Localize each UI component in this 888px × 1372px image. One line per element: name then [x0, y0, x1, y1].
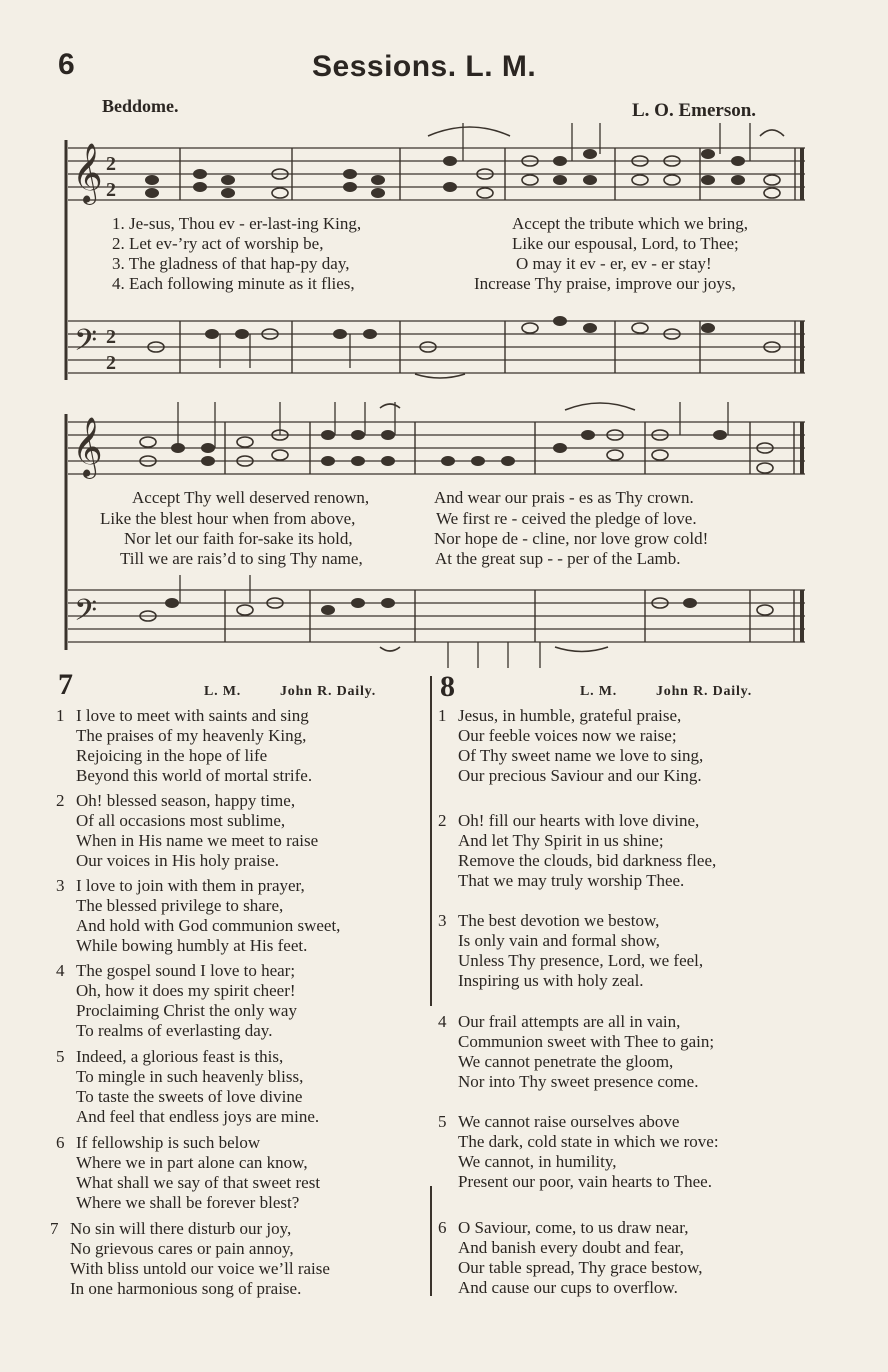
verse-text-left: Nor let our faith for-sake its hold, — [124, 529, 353, 548]
stanza-line: Remove the clouds, bid darkness flee, — [458, 851, 717, 870]
stanza-line: What shall we say of that sweet rest — [76, 1173, 321, 1192]
stanza-line: Beyond this world of mortal strife. — [76, 766, 313, 785]
stanza-line: Our voices in His holy praise. — [76, 851, 280, 870]
stanza-line: While bowing humbly at His feet. — [76, 936, 308, 955]
stanza-number: 1 — [438, 706, 447, 725]
stanza-number: 3 — [56, 876, 65, 895]
stanza-line: To taste the sweets of love divine — [76, 1087, 303, 1106]
column-divider — [430, 676, 432, 1006]
stanza-line: Of Thy sweet name we love to sing, — [458, 746, 704, 765]
hymn-meter: L. M. — [204, 684, 242, 699]
stanza-number: 4 — [56, 961, 65, 980]
verse-text-left: 2. Let ev-’ry act of worship be, — [112, 234, 324, 253]
stanza-line: We cannot raise ourselves above — [458, 1112, 680, 1131]
stanza-line: Our frail attempts are all in vain, — [458, 1012, 681, 1031]
stanza-line: To realms of everlasting day. — [76, 1021, 273, 1040]
stanza-line: Oh! fill our hearts with love divine, — [458, 811, 700, 830]
stanza-line: Is only vain and formal show, — [458, 931, 660, 950]
stanza-line: Present our poor, vain hearts to Thee. — [458, 1172, 712, 1191]
verse-text-left: 1. Je-sus, Thou ev - er-last-ing King, — [112, 214, 362, 233]
verse-text-left: Till we are rais’d to sing Thy name, — [120, 549, 363, 568]
stanza-line: If fellowship is such below — [76, 1133, 261, 1152]
stanza-line: And cause our cups to overflow. — [458, 1278, 678, 1297]
stanza-line: When in His name we meet to raise — [76, 831, 319, 850]
stanza-line: I love to meet with saints and sing — [76, 706, 309, 725]
hymn-meter: L. M. — [580, 684, 618, 699]
stanza-line: Rejoicing in the hope of life — [76, 746, 268, 765]
stanza-line: Where we in part alone can know, — [76, 1153, 308, 1172]
verse-text-right: Like our espousal, Lord, to Thee; — [512, 234, 739, 253]
svg-text:𝄢: 𝄢 — [74, 324, 98, 365]
verse-text-right: We first re - ceived the pledge of love. — [436, 509, 697, 528]
stanza-number: 4 — [438, 1012, 447, 1031]
stanza-line: Oh! blessed season, happy time, — [76, 791, 296, 810]
stanza-number: 1 — [56, 706, 65, 725]
verse-text-right: At the great sup - - per of the Lamb. — [435, 549, 681, 568]
stanza-line: The gospel sound I love to hear; — [76, 961, 296, 980]
stanza-line: And banish every doubt and fear, — [458, 1238, 684, 1257]
svg-text:2: 2 — [106, 352, 116, 374]
stanza-line: Unless Thy presence, Lord, we feel, — [458, 951, 704, 970]
verse-text-right: Nor hope de - cline, nor love grow cold! — [434, 529, 709, 548]
verse-text-right: O may it ev - er, ev - er stay! — [516, 254, 712, 273]
stanza-number: 6 — [438, 1218, 447, 1237]
svg-text:𝄞: 𝄞 — [72, 417, 103, 477]
stanza-line: The praises of my heavenly King, — [76, 726, 307, 745]
stanza-number: 5 — [438, 1112, 447, 1131]
stanza-line: The best devotion we bestow, — [458, 911, 660, 930]
stanza-line: Communion sweet with Thee to gain; — [458, 1032, 715, 1051]
stanza-line: I love to join with them in prayer, — [76, 876, 305, 895]
stanza-line: Our table spread, Thy grace bestow, — [458, 1258, 703, 1277]
stanza-line: Our precious Saviour and our King. — [458, 766, 702, 785]
stanza-line: O Saviour, come, to us draw near, — [458, 1218, 689, 1237]
stanza-line: To mingle in such heavenly bliss, — [76, 1067, 304, 1086]
stanza-line: Oh, how it does my spirit cheer! — [76, 981, 296, 1000]
stanza-line: With bliss untold our voice we’ll raise — [70, 1259, 330, 1278]
verse-text-left: Like the blest hour when from above, — [100, 509, 356, 528]
hymn-author: John R. Daily. — [656, 684, 752, 699]
stanza-number: 6 — [56, 1133, 65, 1152]
stanza-line: The blessed privilege to share, — [76, 896, 284, 915]
stanza-line: We cannot penetrate the gloom, — [458, 1052, 674, 1071]
svg-text:2: 2 — [106, 326, 116, 348]
verse-text-left: Accept Thy well deserved renown, — [132, 488, 370, 507]
stanza-line: And feel that endless joys are mine. — [76, 1107, 320, 1126]
stanza-number: 2 — [438, 811, 447, 830]
stanza-number: 5 — [56, 1047, 65, 1066]
stanza-line: In one harmonious song of praise. — [70, 1279, 302, 1298]
stanza-number: 3 — [438, 911, 447, 930]
hymn-number: 8 — [440, 670, 455, 703]
verse-text-right: Increase Thy praise, improve our joys, — [474, 274, 736, 293]
hymn-number: 7 — [58, 668, 73, 701]
page-title: Sessions. L. M. — [312, 50, 537, 83]
svg-text:𝄞: 𝄞 — [72, 143, 103, 203]
stanza-line: Of all occasions most sublime, — [76, 811, 286, 830]
verse-text-left: 3. The gladness of that hap-py day, — [112, 254, 350, 273]
stanza-line: Jesus, in humble, grateful praise, — [458, 706, 682, 725]
stanza-line: No sin will there disturb our joy, — [70, 1219, 292, 1238]
verse-text-right: Accept the tribute which we bring, — [512, 214, 749, 233]
stanza-line: Nor into Thy sweet presence come. — [458, 1072, 699, 1091]
stanza-line: No grievous cares or pain annoy, — [70, 1239, 294, 1258]
stanza-line: And let Thy Spirit in us shine; — [458, 831, 664, 850]
stanza-line: The dark, cold state in which we rove: — [458, 1132, 719, 1151]
stanza-line: Proclaiming Christ the only way — [76, 1001, 297, 1020]
verse-text-right: And wear our prais - es as Thy crown. — [434, 488, 694, 507]
tune-composer: L. O. Emerson. — [632, 100, 757, 121]
stanza-number: 2 — [56, 791, 65, 810]
stanza-line: We cannot, in humility, — [458, 1152, 617, 1171]
stanza-line: Our feeble voices now we raise; — [458, 726, 677, 745]
stanza-line: Where we shall be forever blest? — [76, 1193, 300, 1212]
hymn-author: John R. Daily. — [280, 684, 376, 699]
svg-text:2: 2 — [106, 179, 116, 201]
column-divider — [430, 1186, 432, 1296]
page-number: 6 — [58, 48, 75, 81]
verse-text-left: 4. Each following minute as it flies, — [112, 274, 355, 293]
stanza-line: Indeed, a glorious feast is this, — [76, 1047, 284, 1066]
stanza-line: Inspiring us with holy zeal. — [458, 971, 644, 990]
stanza-line: That we may truly worship Thee. — [458, 871, 685, 890]
stanza-line: And hold with God communion sweet, — [76, 916, 341, 935]
svg-text:𝄢: 𝄢 — [74, 594, 98, 635]
svg-text:2: 2 — [106, 153, 116, 175]
stanza-number: 7 — [50, 1219, 59, 1238]
tune-text-author: Beddome. — [102, 96, 179, 116]
